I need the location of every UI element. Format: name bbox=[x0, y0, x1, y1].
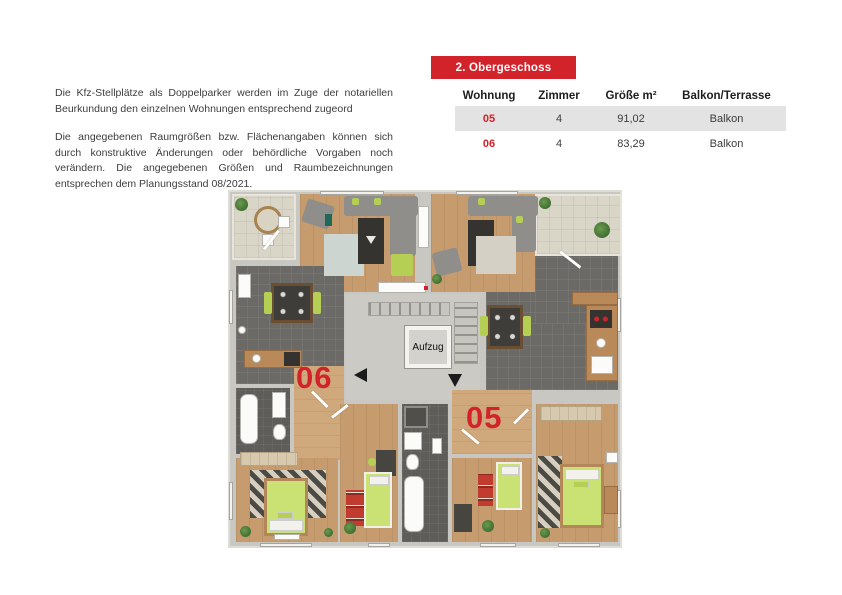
note-parking: Die Kfz-Stellplätze als Doppelparker werden im Zuge der notariellen Beurkundung den einzelnen Wohnungen entsprechend zugeord bbox=[55, 87, 393, 115]
plant bbox=[594, 222, 610, 238]
sink bbox=[238, 326, 246, 334]
table-row bbox=[455, 106, 786, 131]
window bbox=[260, 543, 312, 547]
wardrobe bbox=[240, 452, 298, 466]
kitchen-counter bbox=[572, 292, 618, 305]
col-groesse: Größe m² bbox=[605, 90, 657, 102]
pillow bbox=[374, 198, 381, 205]
window bbox=[558, 543, 600, 547]
balcony-type: Balkon bbox=[709, 137, 744, 150]
nightstand bbox=[606, 452, 618, 463]
col-zimmer: Zimmer bbox=[538, 90, 580, 102]
plant bbox=[432, 274, 442, 284]
elevator bbox=[405, 326, 451, 368]
shower bbox=[404, 406, 428, 428]
wardrobe bbox=[540, 406, 602, 421]
chair bbox=[480, 316, 488, 336]
plant bbox=[235, 198, 248, 211]
bathtub bbox=[240, 394, 258, 444]
kids-bed bbox=[364, 472, 392, 528]
apartments-table bbox=[455, 86, 786, 156]
stairs bbox=[454, 302, 478, 364]
table-header-row bbox=[455, 86, 786, 106]
note-room-sizes: Die angegebenen Raumgrößen bzw. Flächenangaben können sich durch konstruktive Änderungen oder behördliche Vorgaben noch verändern. Die angegebenen Größen und Raumbezeichnungen entsprechen dem Planungsstand 08/2021. bbox=[55, 131, 393, 190]
toilet bbox=[273, 424, 286, 440]
sideboard bbox=[378, 282, 426, 293]
elevator-label: Aufzug bbox=[412, 341, 444, 353]
chair bbox=[523, 316, 531, 336]
chair bbox=[278, 216, 290, 228]
unit-label-05: 05 bbox=[466, 400, 503, 435]
stairs bbox=[368, 302, 450, 316]
plant bbox=[482, 520, 494, 532]
plant bbox=[539, 197, 551, 209]
pillow bbox=[573, 481, 589, 488]
balcony-type: Balkon bbox=[709, 112, 744, 125]
unit-number: 05 bbox=[482, 112, 496, 125]
rug bbox=[346, 490, 364, 526]
window bbox=[456, 191, 518, 195]
pillow bbox=[478, 198, 485, 205]
window bbox=[320, 191, 384, 195]
pillow bbox=[369, 476, 389, 485]
vanity-sink bbox=[272, 392, 286, 418]
dining-table bbox=[274, 286, 310, 320]
double-bed bbox=[264, 478, 308, 536]
rug bbox=[476, 236, 516, 274]
window bbox=[229, 290, 233, 324]
pillow bbox=[352, 198, 359, 205]
chair bbox=[264, 292, 272, 314]
fridge bbox=[591, 356, 613, 374]
dining-table bbox=[490, 308, 520, 346]
room-count: 4 bbox=[555, 112, 563, 125]
sink bbox=[596, 338, 606, 348]
sink bbox=[252, 354, 261, 363]
chair bbox=[313, 292, 321, 314]
cooktop bbox=[590, 310, 612, 328]
window bbox=[480, 543, 516, 547]
pillow bbox=[516, 216, 523, 223]
plant bbox=[240, 526, 251, 537]
door-swing-arrow-down bbox=[448, 374, 462, 387]
col-wohnung: Wohnung bbox=[462, 90, 516, 102]
plant bbox=[324, 528, 333, 537]
tv-icon bbox=[366, 236, 376, 244]
decor-red-dot bbox=[424, 286, 428, 290]
tv-board bbox=[358, 218, 384, 264]
pillow bbox=[277, 512, 293, 519]
sofa bbox=[390, 214, 416, 256]
bench bbox=[274, 534, 300, 540]
rug bbox=[538, 456, 562, 528]
window bbox=[229, 482, 233, 520]
cabinet bbox=[418, 206, 429, 248]
floor-title-banner: 2. Obergeschoss bbox=[431, 56, 576, 79]
rug bbox=[478, 474, 493, 506]
desk-chair bbox=[368, 458, 376, 466]
double-bed bbox=[560, 464, 604, 528]
stove bbox=[238, 274, 251, 298]
disclaimer-notes bbox=[55, 86, 393, 205]
unit-label-06: 06 bbox=[296, 360, 333, 395]
pillow bbox=[565, 469, 599, 480]
door-swing-arrow-left bbox=[354, 368, 367, 382]
lounge-chair bbox=[391, 254, 413, 276]
floorplan bbox=[228, 190, 622, 548]
kids-bed bbox=[496, 462, 522, 510]
size-sqm: 91,02 bbox=[617, 112, 645, 125]
decor bbox=[325, 214, 332, 226]
pillow bbox=[269, 520, 303, 531]
bathtub bbox=[404, 476, 424, 532]
vanity-sink bbox=[432, 438, 442, 454]
pillow bbox=[501, 466, 519, 475]
window bbox=[368, 543, 390, 547]
plant bbox=[540, 528, 550, 538]
col-balkon: Balkon/Terrasse bbox=[682, 90, 771, 102]
desk bbox=[454, 504, 472, 532]
size-sqm: 83,29 bbox=[617, 137, 645, 150]
toilet bbox=[406, 454, 419, 470]
unit-number: 06 bbox=[482, 137, 496, 150]
dresser bbox=[604, 486, 618, 514]
room-count: 4 bbox=[555, 137, 563, 150]
washing-machine bbox=[404, 432, 422, 450]
plant bbox=[344, 522, 356, 534]
table-row bbox=[455, 131, 786, 156]
